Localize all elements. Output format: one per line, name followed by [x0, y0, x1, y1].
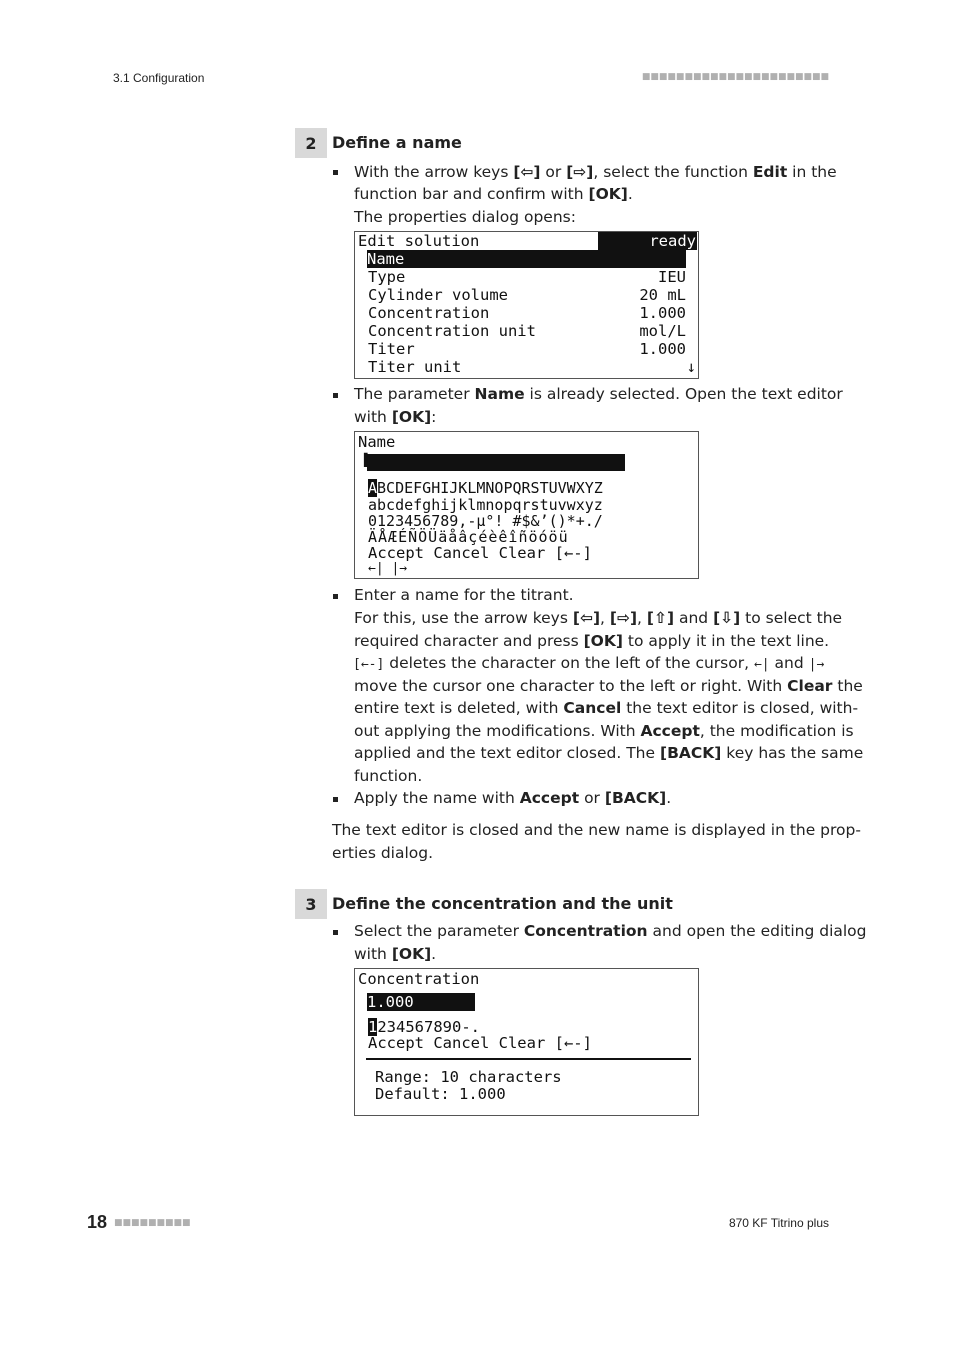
editor-actions: Accept Cancel Clear [←-] [368, 544, 592, 562]
value-field: 1.000 [367, 993, 475, 1011]
paragraph-line: erties dialog. [332, 844, 434, 862]
bullet [333, 594, 338, 599]
bullet [333, 170, 338, 175]
paragraph-line: Apply the name with Accept or [BACK]. [354, 789, 672, 807]
product-name: 870 KF Titrino plus [728, 1216, 829, 1230]
paragraph-line: move the cursor one character to the left or right. With Clear the [354, 677, 863, 695]
param-value: mol/L [639, 322, 686, 340]
editor-actions: Accept Cancel Clear [←-] [368, 1034, 592, 1052]
text-cursor-icon: ▌ [364, 453, 372, 467]
param-label: Concentration unit [368, 322, 536, 340]
char-row-upper: ABCDEFGHIJKLMNOPQRSTUVWXYZ [368, 479, 603, 497]
param-value: 1.000 [639, 304, 686, 322]
section-header: 3.1 Configuration [113, 71, 205, 85]
paragraph-line: Enter a name for the titrant. [354, 586, 574, 604]
step-number: 3 [295, 889, 327, 919]
param-label: Cylinder volume [368, 286, 508, 304]
paragraph-line: out applying the modifications. With Accept, the modification is [354, 722, 854, 740]
param-value: 20 mL [639, 286, 686, 304]
scroll-down-icon: ↓ [686, 358, 696, 376]
char-row-digits: 0123456789,-µ°! #$&’()*+./ [368, 512, 603, 530]
cursor-move-arrows: ←| |→ [368, 561, 408, 576]
paragraph-line: Select the parameter Concentration and open the editing dialog [354, 922, 867, 940]
paragraph-line: With the arrow keys [⇦] or [⇨], select the function Edit in the [354, 163, 837, 181]
bullet [333, 393, 338, 398]
param-label: Type [368, 268, 406, 286]
paragraph-line: function. [354, 767, 423, 785]
char-row-special: ÄÅÆÉÑÖÜäåâçéèêîñöóöü [368, 528, 569, 546]
param-value: 1.000 [639, 340, 686, 358]
param-label: Titer unit [368, 358, 462, 376]
paragraph-line: required character and press [OK] to apply it in the text line. [354, 632, 830, 650]
screen-title: Concentration [358, 970, 480, 988]
paragraph-line: The parameter Name is already selected. Open the text editor [354, 385, 843, 403]
status-badge: ready [598, 232, 697, 250]
concentration-dialog-screen [354, 968, 699, 1116]
paragraph-line: with [OK]: [354, 408, 437, 426]
step-number: 2 [295, 128, 327, 158]
screen-title: Name [358, 433, 396, 451]
param-label: Titer [368, 340, 415, 358]
screen-title: Edit solution [358, 232, 480, 250]
param-value: IEU [658, 268, 686, 286]
paragraph-line: function bar and confirm with [OK]. [354, 185, 633, 203]
text-editor-screen [354, 431, 699, 579]
divider [366, 1058, 691, 1060]
paragraph-line: The text editor is closed and the new name is displayed in the prop- [332, 821, 861, 839]
properties-dialog-screen [354, 231, 699, 379]
paragraph-line: The properties dialog opens: [354, 208, 576, 226]
bullet [333, 930, 338, 935]
paragraph-line: For this, use the arrow keys [⇦], [⇨], [⇧] and [⇩] to select the [354, 609, 843, 627]
paragraph-line: with [OK]. [354, 945, 437, 963]
char-row-digits: 1234567890-. [368, 1018, 480, 1036]
default-info: Default: 1.000 [375, 1085, 506, 1103]
text-line-field [367, 454, 625, 471]
param-row-selected: Name [367, 250, 686, 268]
bullet [333, 797, 338, 802]
char-row-lower: abcdefghijklmnopqrstuvwxyz [368, 496, 603, 514]
page-number: 18 [87, 1212, 108, 1232]
paragraph-line: [←-] deletes the character on the left of the cursor, ←| and |→ [353, 654, 825, 672]
header-decoration: ■■■■■■■■■■■■■■■■■■■■■■ [641, 72, 829, 82]
footer-decoration: ■■■■■■■■■ [114, 1218, 191, 1228]
paragraph-line: entire text is deleted, with Cancel the text editor is closed, with- [354, 699, 859, 717]
param-label: Concentration [368, 304, 490, 322]
paragraph-line: applied and the text editor closed. The [BACK] key has the same [354, 744, 864, 762]
step-title: Define a name [332, 133, 462, 152]
range-info: Range: 10 characters [375, 1068, 562, 1086]
step-title: Define the concentration and the unit [332, 894, 673, 913]
